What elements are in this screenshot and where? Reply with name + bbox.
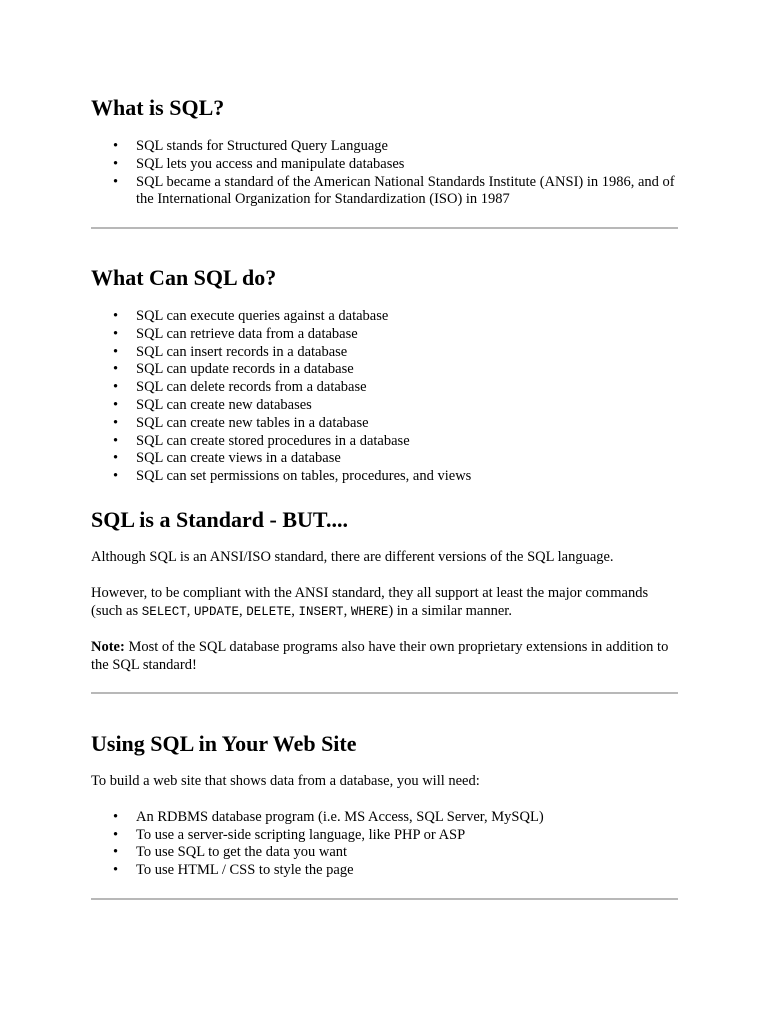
section-divider (91, 898, 678, 900)
command-select: SELECT (141, 604, 187, 619)
web-site-list (91, 809, 678, 880)
bullet-icon: • (113, 862, 119, 879)
section-what-can-sql-do (91, 264, 678, 486)
bullet-icon: • (113, 343, 119, 360)
heading-what-is-sql: What is SQL? (91, 95, 225, 120)
command-delete: DELETE (246, 604, 292, 619)
bullet-icon: • (113, 396, 119, 413)
commands-paragraph: However, to be compliant with the ANSI standard, they all support at least the major commands (such as SELECT, UPDATE, DELETE, INSERT, WHERE) in a similar manner. (91, 584, 649, 619)
list-item: • To use HTML / CSS to style the page (113, 862, 354, 879)
list-item: • To use SQL to get the data you want (113, 844, 348, 861)
section-sql-standard (91, 506, 678, 675)
bullet-icon: • (113, 325, 119, 342)
command-insert: INSERT (298, 604, 344, 619)
bullet-icon: • (113, 155, 119, 172)
section-what-is-sql (91, 94, 678, 209)
list-item: • SQL can create views in a database (113, 450, 341, 467)
list-item: • SQL can create new databases (113, 396, 312, 413)
bullet-icon: • (113, 361, 119, 378)
list-item: • SQL can create stored procedures in a database (113, 432, 410, 449)
bullet-icon: • (113, 414, 119, 431)
list-item: • SQL can set permissions on tables, procedures, and views (113, 468, 472, 485)
note-paragraph: Note: Most of the SQL database programs also have their own proprietary extensions in addition to the SQL standard! (91, 639, 669, 674)
note-label: Note: (91, 639, 125, 656)
list-item: • SQL lets you access and manipulate databases (113, 155, 405, 172)
heading-sql-standard: SQL is a Standard - BUT.... (91, 507, 348, 532)
bullet-icon: • (113, 138, 119, 154)
web-site-intro: To build a web site that shows data from a database, you will need: (91, 773, 480, 789)
list-item: • An RDBMS database program (i.e. MS Access, SQL Server, MySQL) (113, 808, 544, 825)
bullet-icon: • (113, 808, 119, 825)
bullet-icon: • (113, 450, 119, 467)
bullet-icon: • (113, 308, 119, 324)
command-update: UPDATE (194, 604, 240, 619)
section-divider (91, 692, 678, 694)
list-item: • SQL can insert records in a database (113, 343, 348, 360)
bullet-icon: • (113, 826, 119, 843)
section-using-sql-web-site (91, 730, 678, 880)
what-is-sql-list (91, 138, 678, 209)
heading-using-sql-web-site: Using SQL in Your Web Site (91, 731, 357, 756)
list-item: • SQL became a standard of the American National Standards Institute (ANSI) in 1986, and of the International Organization for Standardization (ISO) in 1987 (113, 173, 675, 208)
list-item: • SQL can update records in a database (113, 361, 354, 378)
bullet-icon: • (113, 173, 119, 190)
heading-what-can-sql-do: What Can SQL do? (91, 265, 277, 290)
list-item: • SQL can execute queries against a database (113, 308, 389, 324)
list-item: • SQL stands for Structured Query Language (113, 138, 388, 154)
list-item: • SQL can delete records from a database (113, 379, 367, 396)
bullet-icon: • (113, 432, 119, 449)
bullet-icon: • (113, 379, 119, 396)
bullet-icon: • (113, 468, 119, 485)
list-item: • SQL can create new tables in a database (113, 414, 369, 431)
list-item: • To use a server-side scripting language, like PHP or ASP (113, 826, 466, 843)
section-divider (91, 227, 678, 229)
what-can-sql-do-list (91, 308, 678, 486)
standard-paragraph: Although SQL is an ANSI/ISO standard, there are different versions of the SQL language. (91, 549, 614, 565)
bullet-icon: • (113, 844, 119, 861)
list-item: • SQL can retrieve data from a database (113, 325, 358, 342)
command-where: WHERE (350, 604, 389, 619)
